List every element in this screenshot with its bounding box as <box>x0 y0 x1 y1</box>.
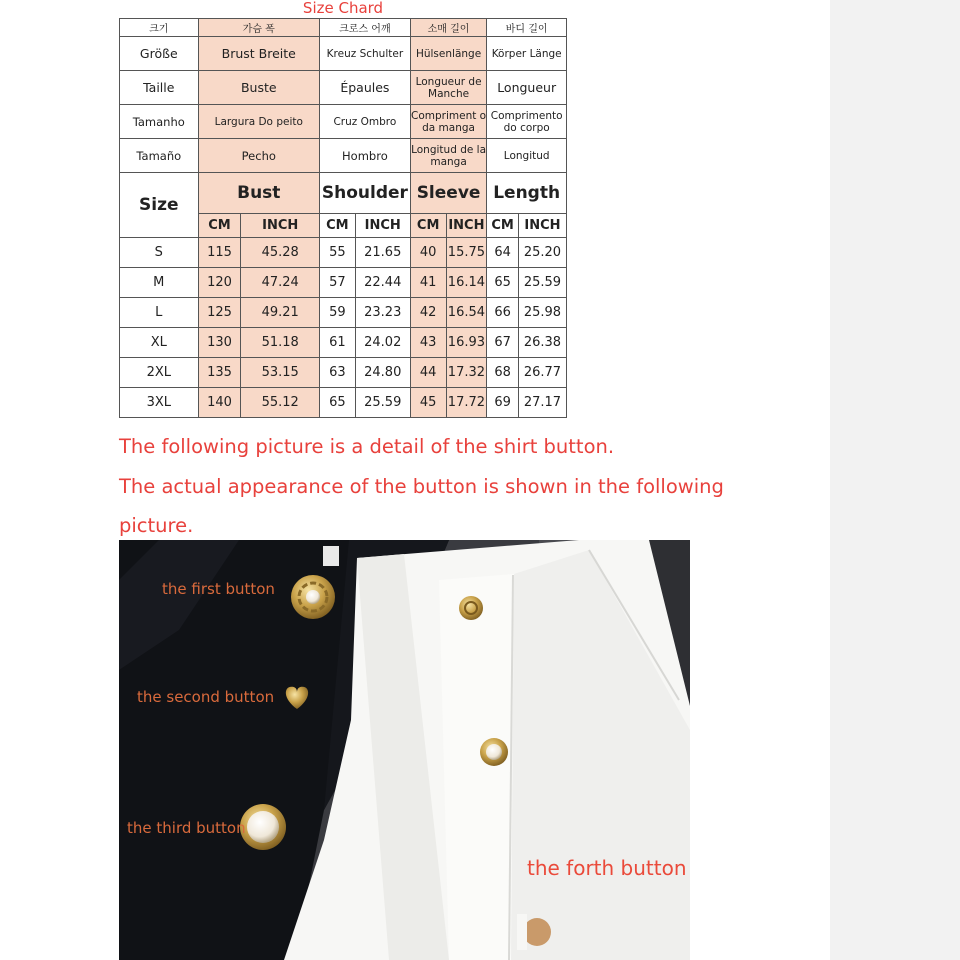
label-cell: Brust Breite <box>198 37 319 71</box>
label-cell: Compriment o da manga <box>410 105 487 139</box>
label-cell: Tamaño <box>120 139 199 173</box>
measurement-cell: 125 <box>198 298 241 328</box>
size-label-cell: S <box>120 238 199 268</box>
label-cell: Longitud <box>487 139 567 173</box>
bust-header: Bust <box>198 173 319 214</box>
unit-inch: INCH <box>355 214 410 238</box>
size-chart-table <box>119 18 567 418</box>
measurement-cell: 44 <box>410 358 446 388</box>
shoulder-header: Shoulder <box>319 173 410 214</box>
label-cell: Épaules <box>319 71 410 105</box>
measurement-cell: 25.98 <box>518 298 566 328</box>
measurement-cell: 66 <box>487 298 519 328</box>
measurement-cell: 57 <box>319 268 355 298</box>
label-cell: 크로스 어깨 <box>319 19 410 37</box>
measurement-cell: 25.59 <box>355 388 410 418</box>
measurement-cell: 68 <box>487 358 519 388</box>
size-row <box>120 268 567 298</box>
chart-row-french <box>120 71 567 105</box>
size-label-cell: XL <box>120 328 199 358</box>
unit-inch: INCH <box>518 214 566 238</box>
size-row <box>120 388 567 418</box>
measurement-cell: 65 <box>319 388 355 418</box>
measurement-cell: 16.14 <box>446 268 487 298</box>
measurement-cell: 27.17 <box>518 388 566 418</box>
size-chart-title: Size Chard <box>302 0 384 17</box>
measurement-cell: 65 <box>487 268 519 298</box>
size-header: Size <box>120 173 199 238</box>
sleeve-header: Sleeve <box>410 173 487 214</box>
first-button-label: the first button <box>162 580 275 598</box>
label-cell: 소매 길이 <box>410 19 487 37</box>
measurement-cell: 45.28 <box>241 238 320 268</box>
unit-cm: CM <box>487 214 519 238</box>
chart-row-portuguese <box>120 105 567 139</box>
third-button-icon <box>240 804 286 850</box>
label-cell: Kreuz Schulter <box>319 37 410 71</box>
forth-button-label: the forth button <box>527 856 687 880</box>
length-header: Length <box>487 173 567 214</box>
measurement-cell: 40 <box>410 238 446 268</box>
measurement-cell: 51.18 <box>241 328 320 358</box>
measurement-cell: 22.44 <box>355 268 410 298</box>
label-cell: Taille <box>120 71 199 105</box>
label-cell: Comprimento do corpo <box>487 105 567 139</box>
label-cell: 가슴 폭 <box>198 19 319 37</box>
measurement-cell: 61 <box>319 328 355 358</box>
chart-header-row <box>120 173 567 214</box>
unit-inch: INCH <box>241 214 320 238</box>
unit-cm: CM <box>198 214 241 238</box>
white-button-1-icon <box>459 596 483 620</box>
unit-cm: CM <box>410 214 446 238</box>
chart-row-spanish <box>120 139 567 173</box>
first-button-icon <box>291 575 335 619</box>
size-label-cell: M <box>120 268 199 298</box>
size-data-rows <box>120 238 567 418</box>
label-cell: Buste <box>198 71 319 105</box>
measurement-cell: 53.15 <box>241 358 320 388</box>
measurement-cell: 17.72 <box>446 388 487 418</box>
measurement-cell: 69 <box>487 388 519 418</box>
label-cell: Longueur de Manche <box>410 71 487 105</box>
button-note-line-1: The following picture is a detail of the shirt button. <box>119 435 615 458</box>
measurement-cell: 17.32 <box>446 358 487 388</box>
measurement-cell: 135 <box>198 358 241 388</box>
measurement-cell: 26.38 <box>518 328 566 358</box>
measurement-cell: 45 <box>410 388 446 418</box>
measurement-cell: 16.54 <box>446 298 487 328</box>
size-label-cell: L <box>120 298 199 328</box>
measurement-cell: 63 <box>319 358 355 388</box>
measurement-cell: 55.12 <box>241 388 320 418</box>
measurement-cell: 15.75 <box>446 238 487 268</box>
third-button-label: the third button <box>127 819 246 837</box>
size-row <box>120 238 567 268</box>
measurement-cell: 24.02 <box>355 328 410 358</box>
measurement-cell: 21.65 <box>355 238 410 268</box>
measurement-cell: 25.20 <box>518 238 566 268</box>
label-cell: Largura Do peito <box>198 105 319 139</box>
label-cell: Tamanho <box>120 105 199 139</box>
label-cell: Hombro <box>319 139 410 173</box>
button-note-line-3: picture. <box>119 514 194 537</box>
measurement-cell: 55 <box>319 238 355 268</box>
label-cell: Hülsenlänge <box>410 37 487 71</box>
measurement-cell: 64 <box>487 238 519 268</box>
label-cell: 크기 <box>120 19 199 37</box>
measurement-cell: 26.77 <box>518 358 566 388</box>
measurement-cell: 67 <box>487 328 519 358</box>
measurement-cell: 59 <box>319 298 355 328</box>
measurement-cell: 115 <box>198 238 241 268</box>
button-detail-photo <box>119 540 690 960</box>
unit-inch: INCH <box>446 214 487 238</box>
right-gutter <box>830 0 960 960</box>
label-cell: 바디 길이 <box>487 19 567 37</box>
measurement-cell: 140 <box>198 388 241 418</box>
measurement-cell: 130 <box>198 328 241 358</box>
button-note-line-2: The actual appearance of the button is shown in the following <box>119 475 724 498</box>
size-chart <box>119 0 567 420</box>
measurement-cell: 47.24 <box>241 268 320 298</box>
measurement-cell: 25.59 <box>518 268 566 298</box>
measurement-cell: 120 <box>198 268 241 298</box>
measurement-cell: 24.80 <box>355 358 410 388</box>
label-cell: Longueur <box>487 71 567 105</box>
measurement-cell: 42 <box>410 298 446 328</box>
measurement-cell: 23.23 <box>355 298 410 328</box>
label-cell: Cruz Ombro <box>319 105 410 139</box>
label-cell: Pecho <box>198 139 319 173</box>
label-cell: Longitud de la manga <box>410 139 487 173</box>
blazer-photo-illustration <box>119 540 690 960</box>
measurement-cell: 16.93 <box>446 328 487 358</box>
chart-row-korean <box>120 19 567 37</box>
size-row <box>120 358 567 388</box>
measurement-cell: 49.21 <box>241 298 320 328</box>
measurement-cell: 43 <box>410 328 446 358</box>
unit-cm: CM <box>319 214 355 238</box>
size-label-cell: 2XL <box>120 358 199 388</box>
size-label-cell: 3XL <box>120 388 199 418</box>
size-row <box>120 328 567 358</box>
measurement-cell: 41 <box>410 268 446 298</box>
second-button-label: the second button <box>137 688 275 706</box>
label-cell: Körper Länge <box>487 37 567 71</box>
label-cell: Größe <box>120 37 199 71</box>
size-row <box>120 298 567 328</box>
white-button-2-icon <box>480 738 508 766</box>
chart-row-german <box>120 37 567 71</box>
